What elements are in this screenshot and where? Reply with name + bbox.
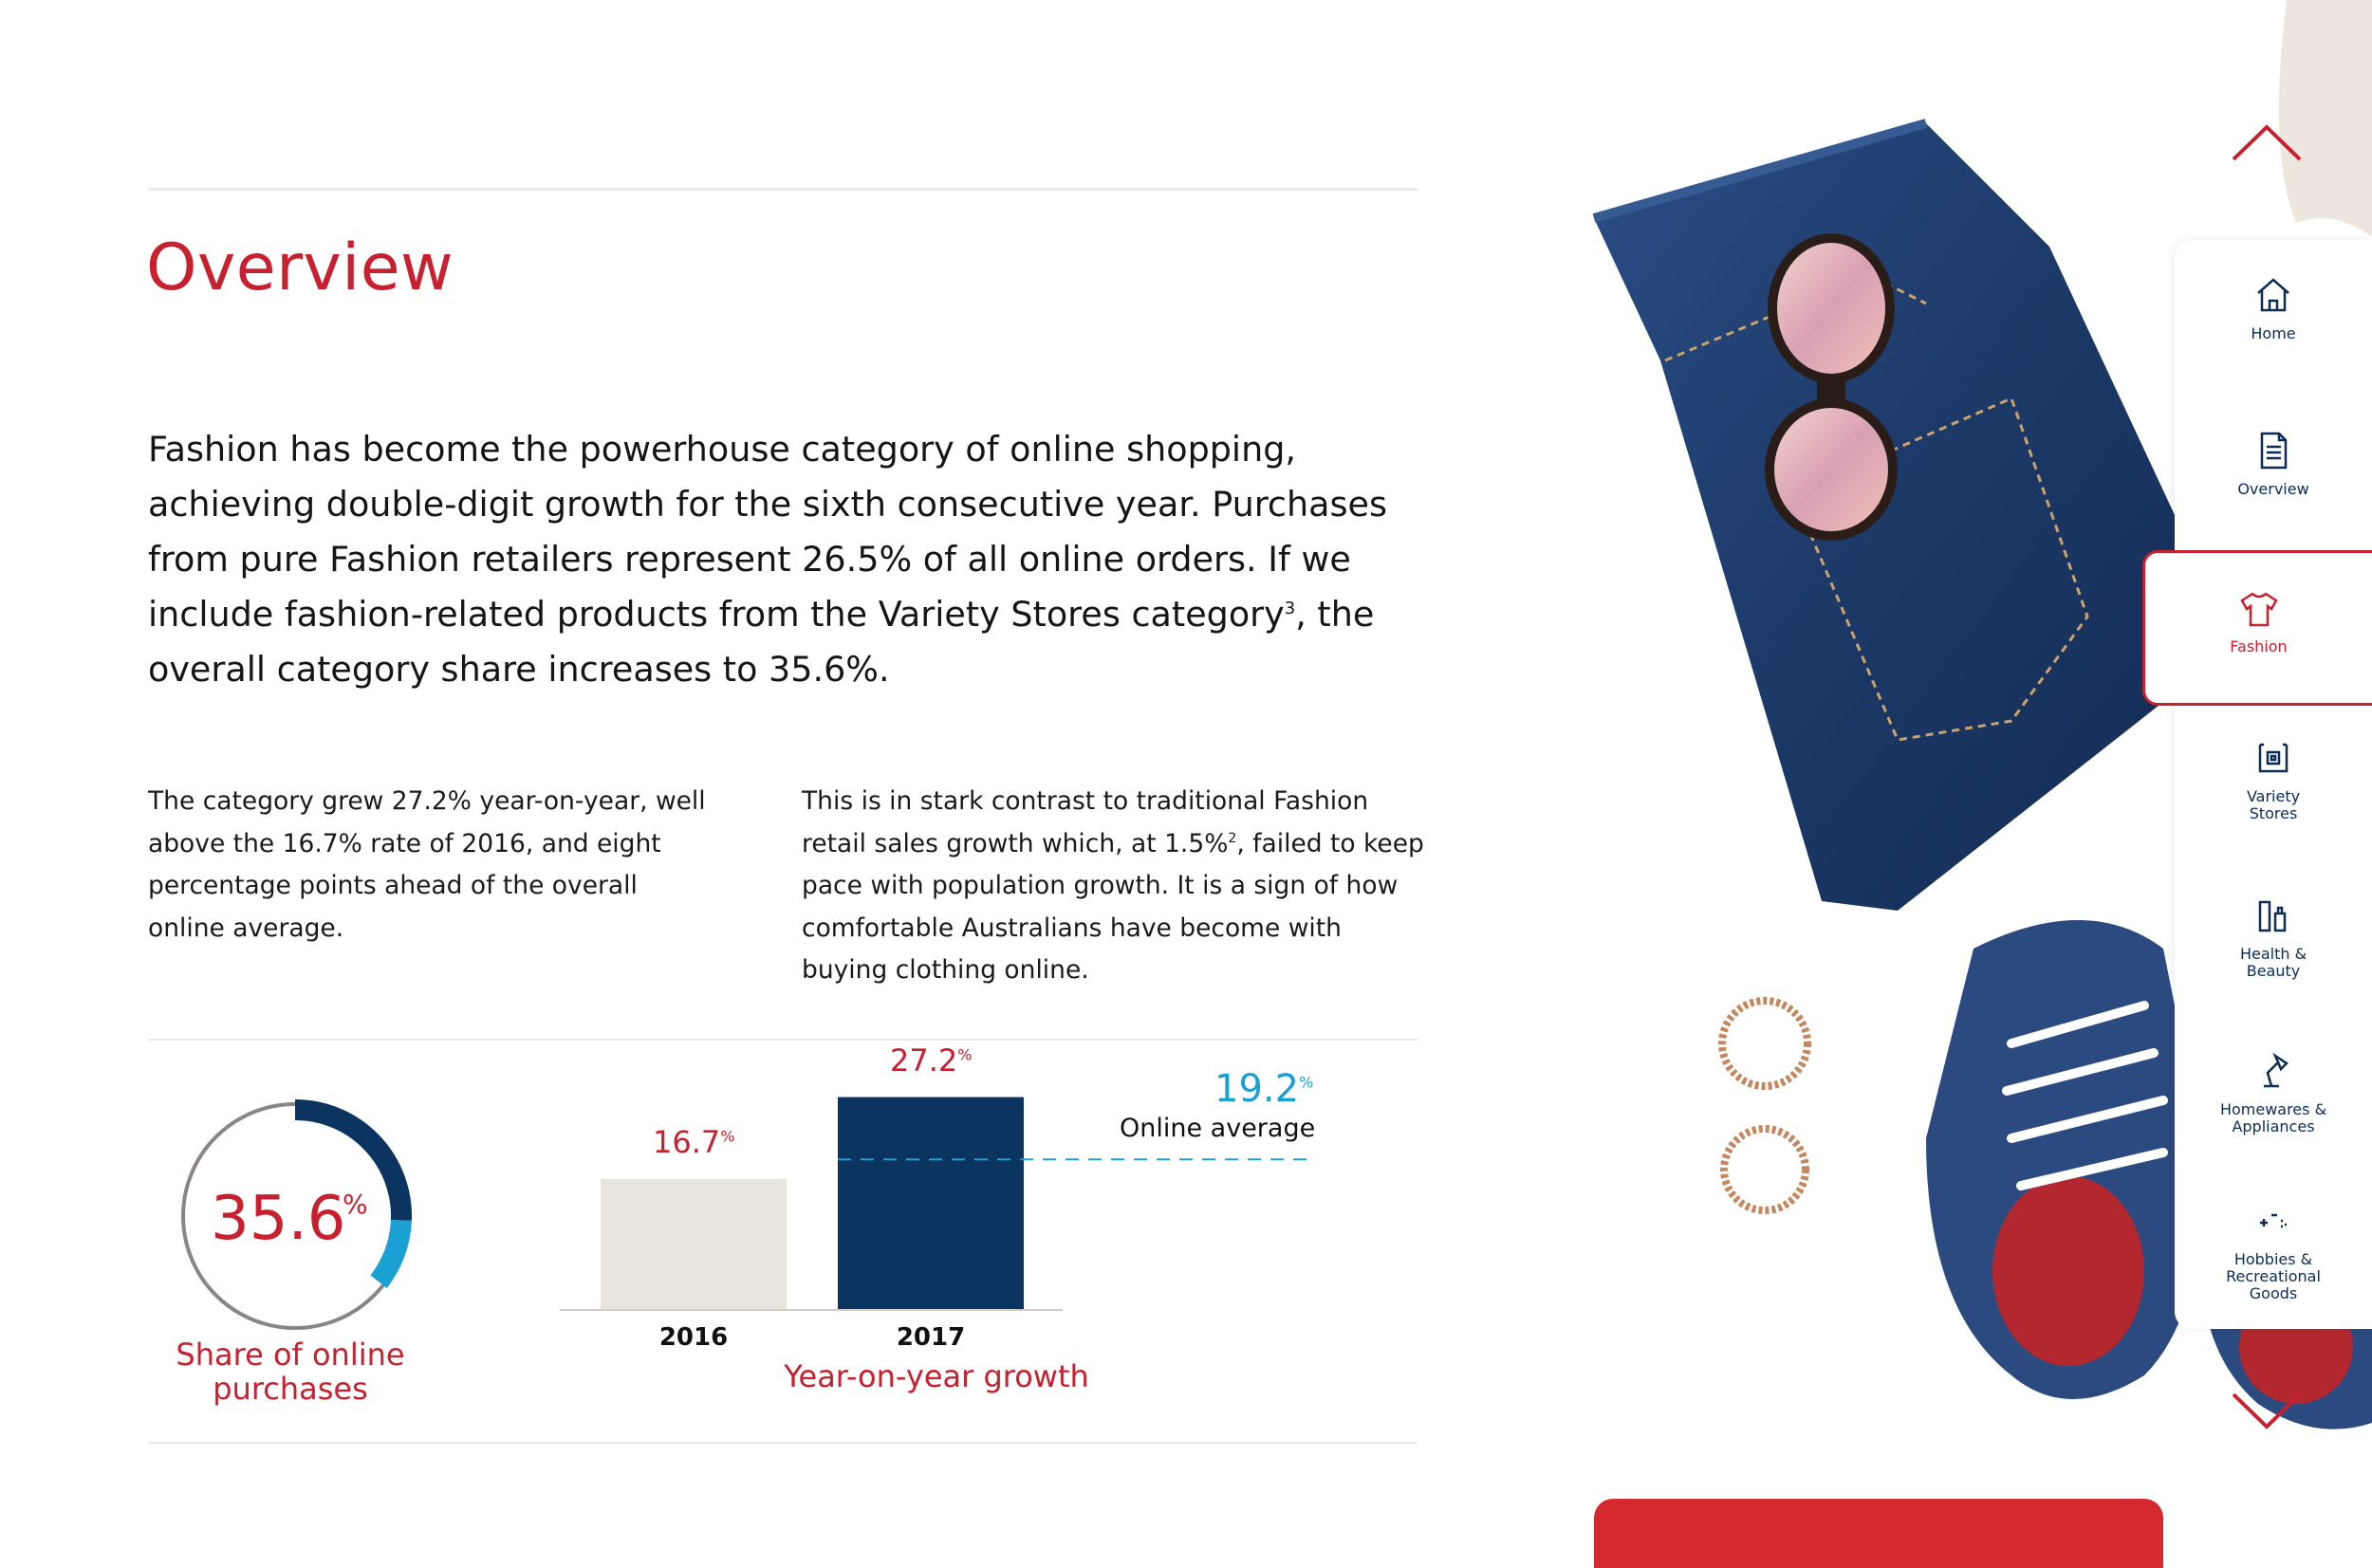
divider-bottom — [148, 1442, 1418, 1444]
sidebar-item-label-line1: Health & — [2239, 945, 2307, 963]
bar-value-2016: 16.7% — [653, 1123, 735, 1160]
sidebar-item-home[interactable] — [2175, 272, 2372, 342]
category-label-2017: 2017 — [896, 1323, 966, 1352]
page-title: Overview — [146, 231, 454, 305]
donut-label: Share of online purchases — [176, 1337, 405, 1407]
sidebar-item-fashion[interactable] — [2142, 550, 2372, 706]
sidebar-item-label-line1: Hobbies & — [2233, 1250, 2313, 1268]
document-icon — [2251, 428, 2296, 473]
sidebar-item-health-beauty[interactable] — [2175, 893, 2372, 980]
chevron-up-icon[interactable] — [2232, 123, 2302, 161]
sidebar-item-label-line2: Appliances — [2232, 1117, 2315, 1135]
variety-stores-icon — [2251, 735, 2296, 781]
category-label-2016: 2016 — [658, 1323, 729, 1352]
donut-segment-accent — [379, 1220, 401, 1282]
bar-2016 — [601, 1179, 787, 1309]
bar-value-2017: 27.2% — [890, 1042, 973, 1079]
body-column-1: The category grew 27.2% year-on-year, well above the 16.7% rate of 2016, and eight percentage points ahead of the overall online average. — [148, 786, 706, 943]
sidebar-item-overview[interactable] — [2175, 428, 2372, 498]
sidebar-item-label-line1: Homewares & — [2219, 1100, 2327, 1118]
sidebar-item-variety-stores[interactable] — [2175, 735, 2372, 822]
bar-2017 — [838, 1098, 1024, 1309]
sidebar-item-label: Home — [2251, 324, 2296, 342]
donut-unit: % — [343, 1189, 368, 1220]
sidebar-item-label: Overview — [2237, 480, 2309, 498]
sidebar-item-homewares-appliances[interactable] — [2175, 1048, 2372, 1135]
gamepad-icon — [2251, 1198, 2296, 1244]
body-column-2: This is in stark contrast to traditional Fashion retail sales growth which, at 1.5%$^2$, failed to keep pace with population growth. It is a sign of how comfortable Australians have become with buying clothing online. — [802, 786, 1424, 985]
sidebar-item-hobbies-recreational-goods[interactable] — [2175, 1198, 2372, 1302]
sidebar-item-label-line3: Goods — [2249, 1284, 2298, 1302]
donut-value: 35.6 — [211, 1184, 346, 1254]
sidebar-item-label-line2: Recreational — [2226, 1267, 2321, 1285]
lead-paragraph: Fashion has become the powerhouse category of online shopping, achieving double-digit growth for the sixth consecutive year. Purchases from pure Fashion retailers represent 26.5% of all online orders. If we include fashion-related products from the Variety Stores category$^3$, the overall category share increases to 35.6%. — [148, 429, 1387, 690]
sidebar-item-label-line1: Variety — [2246, 787, 2301, 805]
red-wallet — [1594, 1499, 2163, 1568]
sweater — [2279, 0, 2372, 237]
online-average-label: Online average — [1120, 1114, 1316, 1144]
sidebar-item-label-line2: Stores — [2249, 804, 2298, 822]
health-beauty-icon — [2251, 893, 2296, 938]
divider-top — [148, 188, 1418, 191]
lamp-icon — [2251, 1048, 2296, 1094]
bar-chart-label: Year-on-year growth — [784, 1358, 1089, 1394]
growth-bar-chart — [550, 1042, 1328, 1413]
sidebar-nav — [2175, 240, 2372, 1329]
online-average-value: 19.2% — [1214, 1067, 1314, 1112]
chevron-down-icon[interactable] — [2232, 1393, 2302, 1430]
sidebar-item-label-line2: Beauty — [2246, 962, 2301, 980]
sunglasses-lens-top — [1772, 238, 1890, 378]
home-icon — [2251, 272, 2296, 318]
sidebar-item-label: Fashion — [2230, 637, 2288, 655]
sunglasses-lens-bottom — [1770, 403, 1893, 536]
tshirt-icon — [2236, 586, 2282, 632]
divider-middle — [148, 1039, 1418, 1041]
